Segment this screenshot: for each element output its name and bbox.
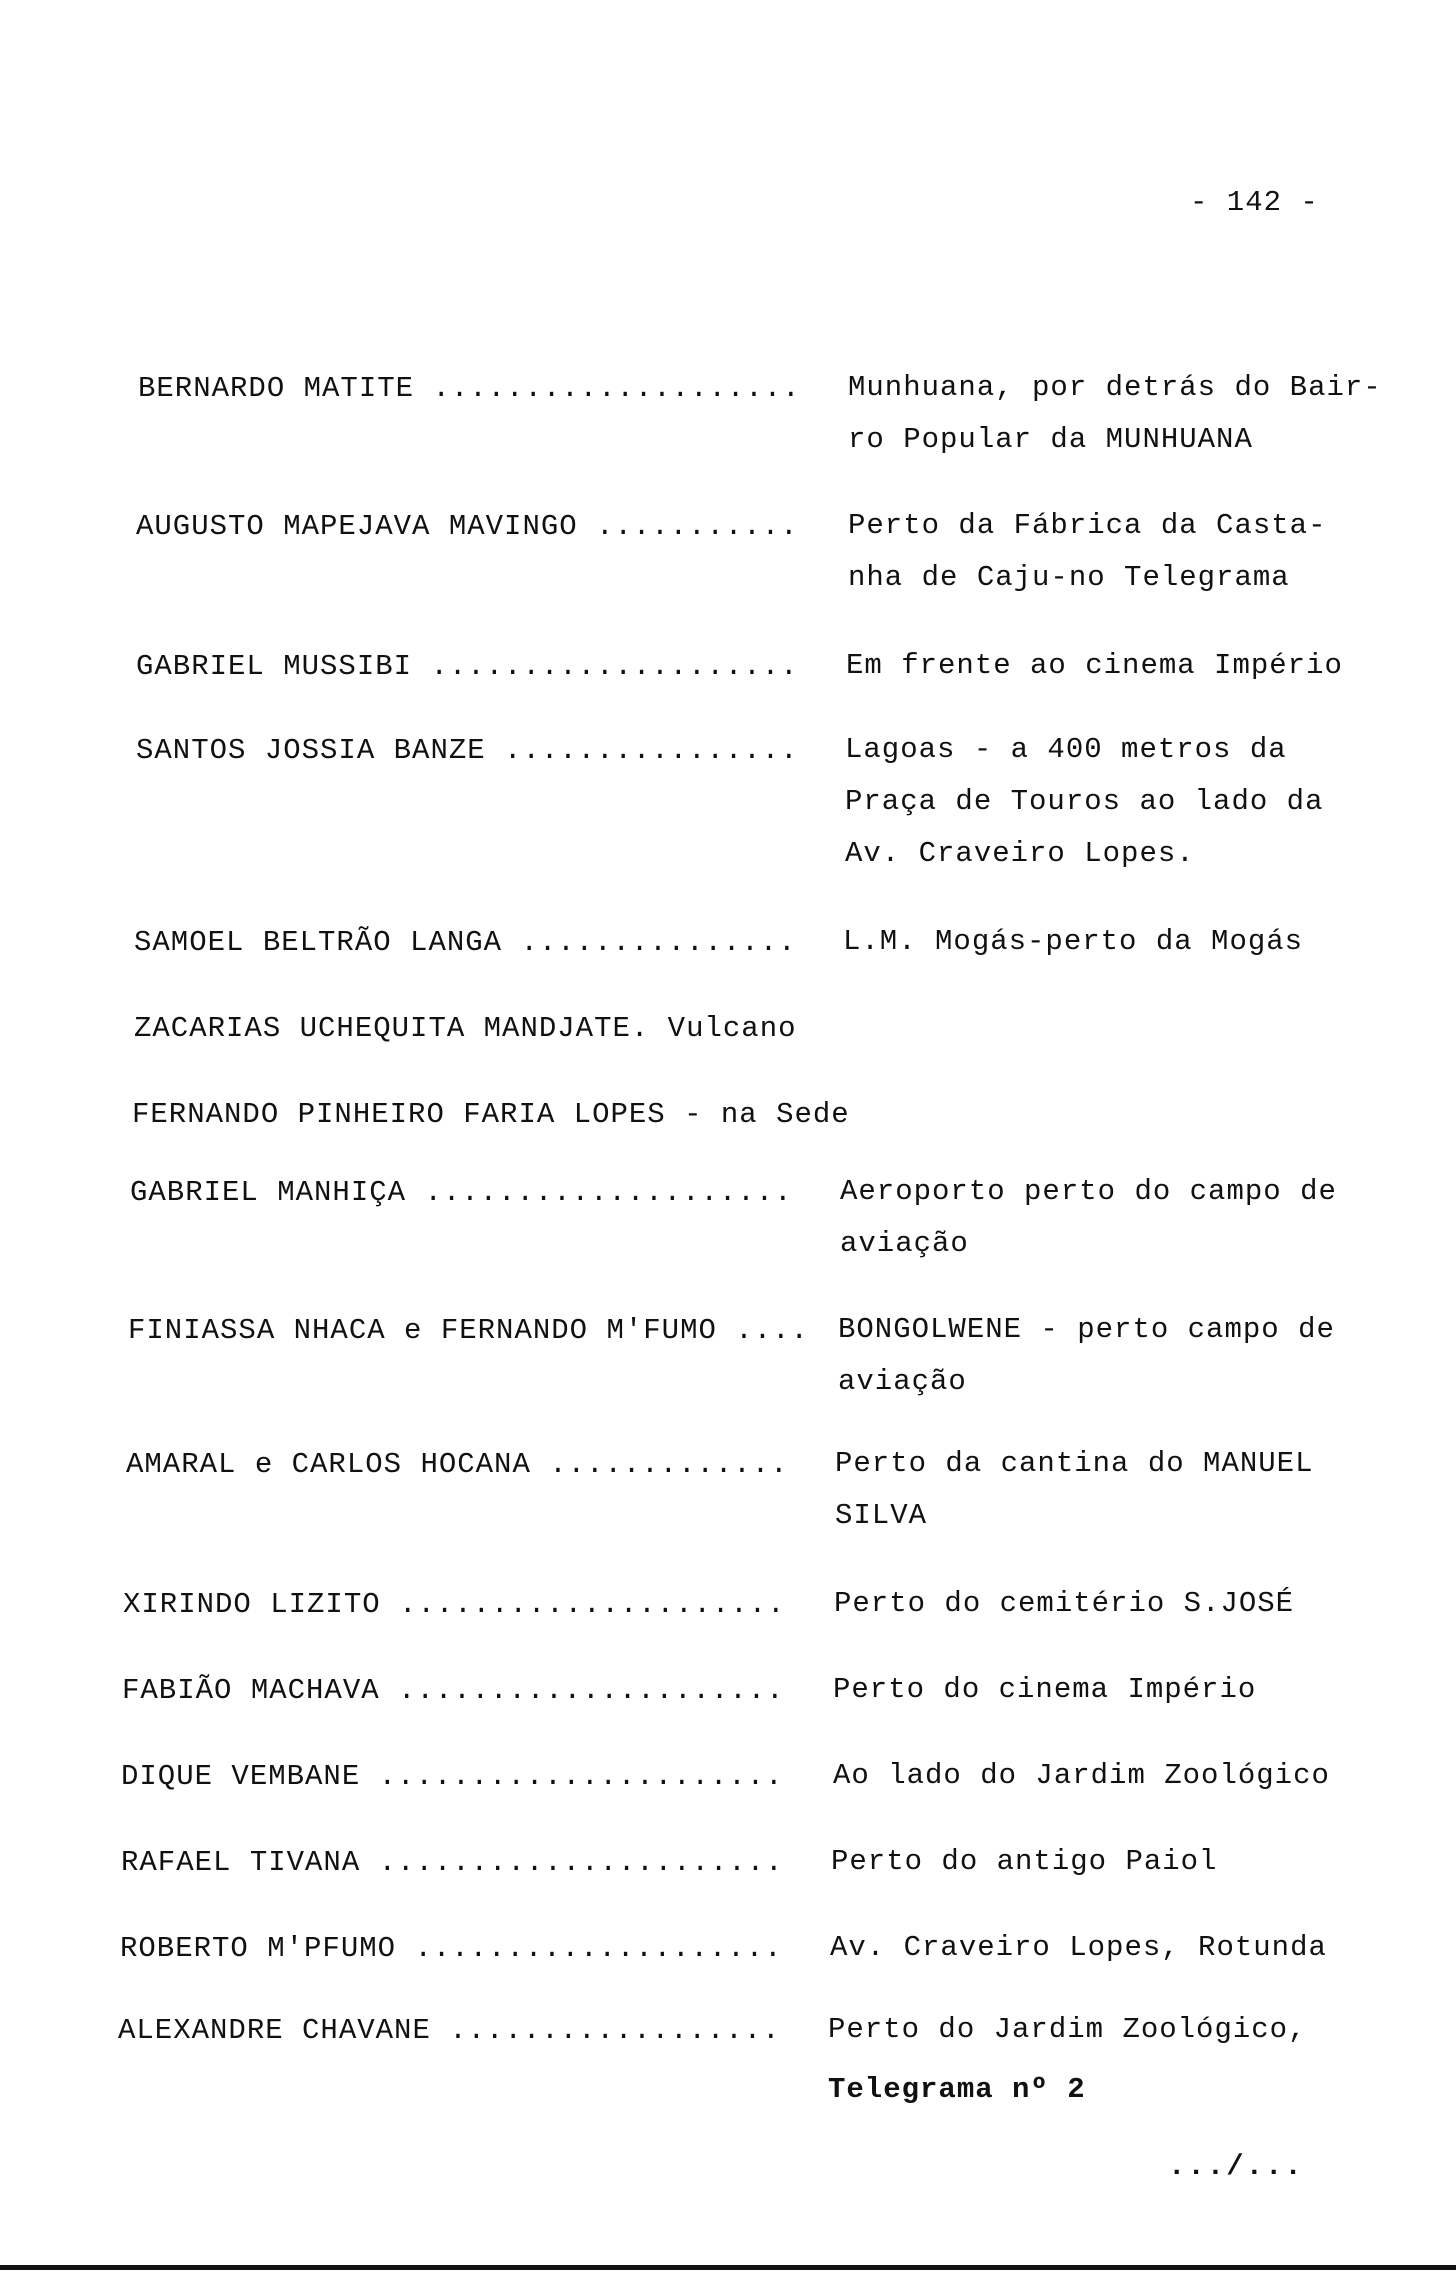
entry-name: FABIÃO MACHAVA ..................... [122, 1674, 785, 1707]
entry-address: Perto do antigo Paiol [831, 1845, 1218, 1878]
entry-address: Perto da Fábrica da Casta- nha de Caju-no Telegrama [848, 509, 1327, 594]
continuation-marker: .../... [1168, 2150, 1304, 2183]
entry-name: XIRINDO LIZITO ..................... [123, 1588, 786, 1621]
entry-name: GABRIEL MANHIÇA .................... [130, 1176, 793, 1209]
entry-name: DIQUE VEMBANE ...................... [121, 1760, 784, 1793]
entry-address: Aeroporto perto do campo de aviação [840, 1175, 1337, 1260]
entry-address: Perto do Jardim Zoológico, [828, 2013, 1307, 2046]
entry-address: Em frente ao cinema Império [846, 649, 1343, 682]
entry-name: AMARAL e CARLOS HOCANA ............. [126, 1448, 789, 1481]
entry-address: Ao lado do Jardim Zoológico [833, 1759, 1330, 1792]
entry-name: FERNANDO PINHEIRO FARIA LOPES - na Sede [132, 1098, 850, 1131]
entry-address: Perto do cinema Império [833, 1673, 1257, 1706]
entry-address: Av. Craveiro Lopes, Rotunda [830, 1931, 1327, 1964]
entry-name: AUGUSTO MAPEJAVA MAVINGO ........... [136, 510, 799, 543]
entry-address: Perto da cantina do MANUEL SILVA [835, 1447, 1314, 1532]
page-number: - 142 - [1190, 186, 1319, 219]
entry-name: RAFAEL TIVANA ...................... [121, 1846, 784, 1879]
entry-address: BONGOLWENE - perto campo de aviação [838, 1313, 1335, 1398]
entry-name: BERNARDO MATITE .................... [138, 372, 801, 405]
entry-address: Lagoas - a 400 metros da Praça de Touros ao lado da Av. Craveiro Lopes. [845, 733, 1324, 870]
entry-name: FINIASSA NHACA e FERNANDO M'FUMO .... [128, 1314, 809, 1347]
entry-name: GABRIEL MUSSIBI .................... [136, 650, 799, 683]
entry-address: Munhuana, por detrás do Bair- ro Popular da MUNHUANA [848, 371, 1382, 456]
telegrama-note: Telegrama nº 2 [828, 2073, 1086, 2106]
entry-name: SAMOEL BELTRÃO LANGA ............... [134, 926, 797, 959]
entry-name: SANTOS JOSSIA BANZE ................ [136, 734, 799, 767]
entry-address: L.M. Mogás-perto da Mogás [843, 925, 1304, 958]
entry-name: ALEXANDRE CHAVANE .................. [118, 2014, 781, 2047]
entry-address: Perto do cemitério S.JOSÉ [834, 1587, 1295, 1620]
entry-name: ROBERTO M'PFUMO .................... [120, 1932, 783, 1965]
bottom-rule [0, 2265, 1456, 2270]
entry-name: ZACARIAS UCHEQUITA MANDJATE. Vulcano [134, 1012, 797, 1045]
